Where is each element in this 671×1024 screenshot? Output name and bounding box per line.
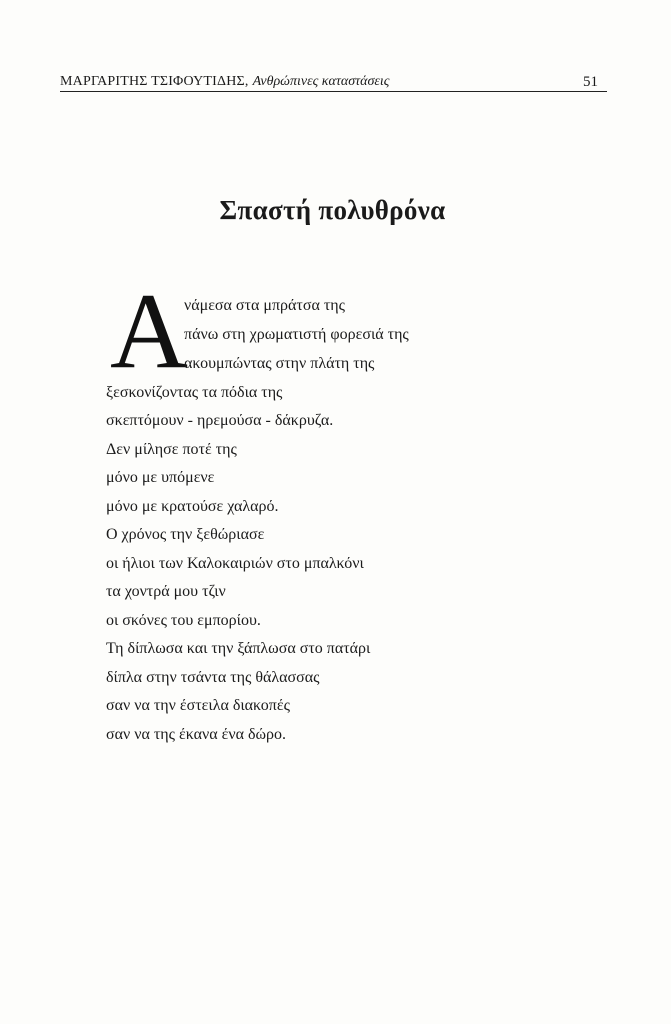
- header-author: ΜΑΡΓΑΡΙΤΗΣ ΤΣΙΦΟΥΤΙΔΗΣ,: [60, 74, 249, 89]
- poem-line: οι σκόνες του εμπορίου.: [106, 612, 261, 629]
- poem-line: Ο χρόνος την ξεθώριασε: [106, 526, 265, 543]
- poem-line: πάνω στη χρωματιστή φορεσιά της: [184, 326, 409, 343]
- poem-line: Τη δίπλωσα και την ξάπλωσα στο πατάρι: [106, 640, 371, 657]
- poem-line: Δεν μίλησε ποτέ της: [106, 441, 237, 458]
- poem-line: ξεσκονίζοντας τα πόδια της: [106, 384, 283, 401]
- page-number: 51: [583, 74, 598, 90]
- poem-line: σαν να την έστειλα διακοπές: [106, 697, 290, 714]
- poem-line: μόνο με υπόμενε: [106, 469, 215, 486]
- poem-line: οι ήλιοι των Καλοκαιριών στο μπαλκόνι: [106, 555, 364, 572]
- header-book-title: Ανθρώπινες καταστάσεις: [252, 74, 390, 89]
- poem-line: δίπλα στην τσάντα της θάλασσας: [106, 669, 320, 686]
- poem-line: μόνο με κρατούσε χαλαρό.: [106, 498, 279, 515]
- poem-line: σαν να της έκανα ένα δώρο.: [106, 726, 287, 743]
- poem-line: τα χοντρά μου τζιν: [106, 583, 226, 600]
- poem-line: ακουμπώντας στην πλάτη της: [184, 355, 375, 372]
- poem-line: σκεπτόμουν - ηρεμούσα - δάκρυζα.: [106, 412, 334, 429]
- poem-title-text: Σπαστή πολυθρόνα: [219, 195, 446, 225]
- drop-cap: Α: [110, 272, 188, 391]
- poem-line: νάμεσα στα μπράτσα της: [184, 297, 345, 314]
